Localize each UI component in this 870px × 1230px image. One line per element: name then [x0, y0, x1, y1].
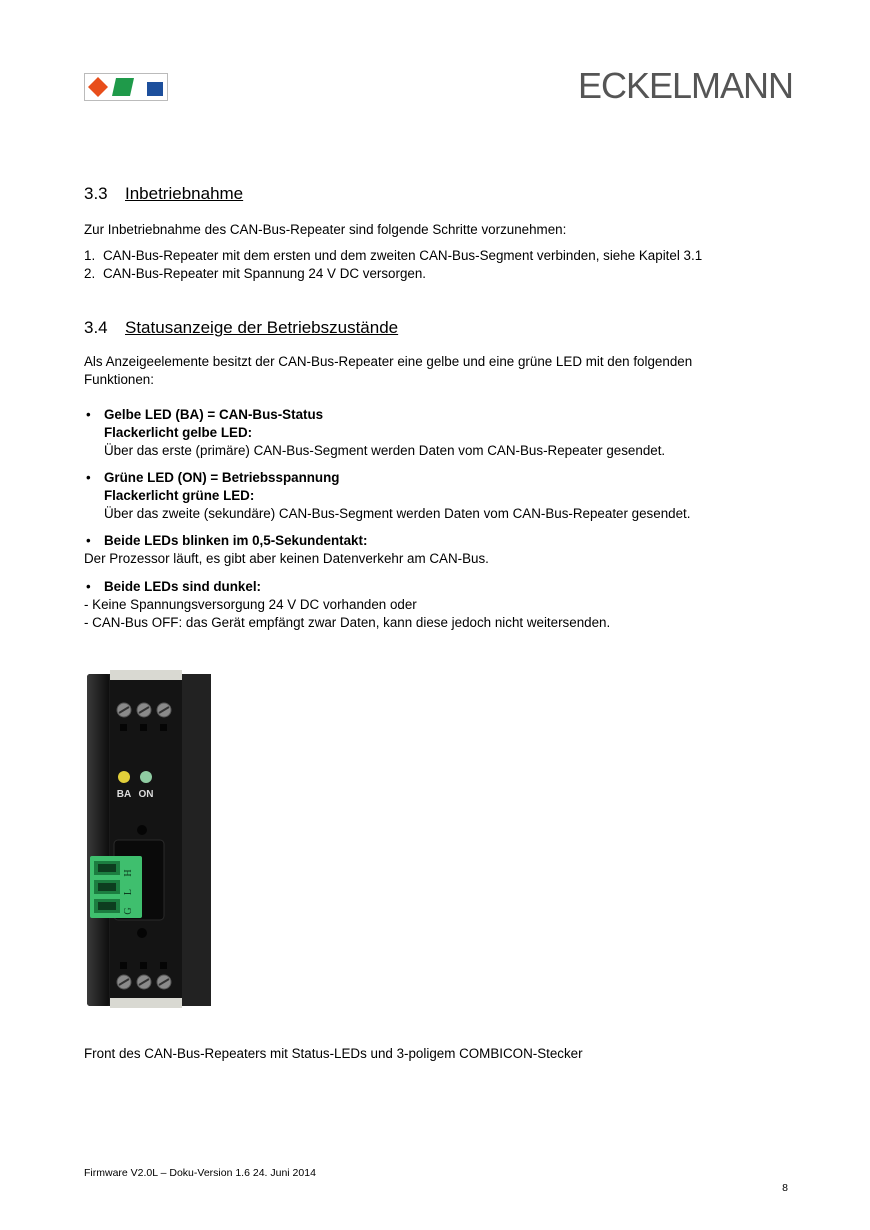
section-title: Statusanzeige der Betriebszustände — [125, 318, 399, 337]
bullet-3-head: Beide LEDs blinken im 0,5-Sekundentakt: — [104, 533, 368, 548]
can-bus-repeater-device-image — [84, 670, 212, 1008]
step-item-2 — [84, 265, 426, 283]
bullet-dot: • — [86, 533, 91, 548]
bullet-4-head: Beide LEDs sind dunkel: — [104, 579, 261, 594]
page-number: 8 — [782, 1182, 788, 1194]
bullet-1-sub: Flackerlicht gelbe LED: — [104, 425, 253, 440]
bullet-1-head: Gelbe LED (BA) = CAN-Bus-Status — [104, 407, 324, 422]
step-number: 1. — [84, 248, 96, 263]
section-3-4-intro-line1: Als Anzeigeelemente besitzt der CAN-Bus-Repeater eine gelbe und eine grüne LED mit den folgenden — [84, 354, 693, 369]
bullet-2-text: Über das zweite (sekundäre) CAN-Bus-Segment werden Daten vom CAN-Bus-Repeater gesendet. — [104, 506, 691, 521]
bullet-2-sub: Flackerlicht grüne LED: — [104, 488, 255, 503]
section-3-3-heading — [84, 184, 243, 204]
bullet-dot: • — [86, 470, 91, 485]
step-item-1 — [84, 247, 702, 265]
bullet-4-line2: - CAN-Bus OFF: das Gerät empfängt zwar Daten, kann diese jedoch nicht weitersenden. — [84, 615, 611, 630]
led-label-on: ON — [138, 789, 154, 800]
section-number: 3.4 — [84, 318, 108, 337]
bullet-dot: • — [86, 579, 91, 594]
step-text: CAN-Bus-Repeater mit dem ersten und dem zweiten CAN-Bus-Segment verbinden, siehe Kapitel 3.1 — [103, 248, 703, 263]
bullet-4-line1: - Keine Spannungsversorgung 24 V DC vorhanden oder — [84, 597, 417, 612]
bullet-1-text: Über das erste (primäre) CAN-Bus-Segment werden Daten vom CAN-Bus-Repeater gesendet. — [104, 443, 666, 458]
eckelmann-logo-squares — [84, 73, 168, 101]
terminal-label-l: L — [123, 888, 134, 896]
eckelmann-brand-logo: ECKELMANN — [578, 65, 794, 106]
led-label-ba: BA — [116, 789, 132, 800]
footer-version: Firmware V2.0L – Doku-Version 1.6 24. Juni 2014 — [84, 1167, 316, 1179]
figure-caption: Front des CAN-Bus-Repeaters mit Status-LEDs und 3-poligem COMBICON-Stecker — [84, 1046, 583, 1061]
bullet-3-text: Der Prozessor läuft, es gibt aber keinen Datenverkehr am CAN-Bus. — [84, 551, 489, 566]
section-3-4-heading — [84, 318, 398, 338]
section-title: Inbetriebnahme — [125, 184, 244, 203]
section-3-4-intro-line2: Funktionen: — [84, 372, 154, 387]
section-3-3-intro: Zur Inbetriebnahme des CAN-Bus-Repeater sind folgende Schritte vorzunehmen: — [84, 222, 567, 237]
bullet-dot: • — [86, 407, 91, 422]
terminal-label-g: G — [123, 907, 134, 915]
section-number: 3.3 — [84, 184, 108, 203]
terminal-label-h: H — [123, 869, 134, 877]
bullet-2-head: Grüne LED (ON) = Betriebsspannung — [104, 470, 340, 485]
step-number: 2. — [84, 266, 96, 281]
step-text: CAN-Bus-Repeater mit Spannung 24 V DC versorgen. — [103, 266, 427, 281]
